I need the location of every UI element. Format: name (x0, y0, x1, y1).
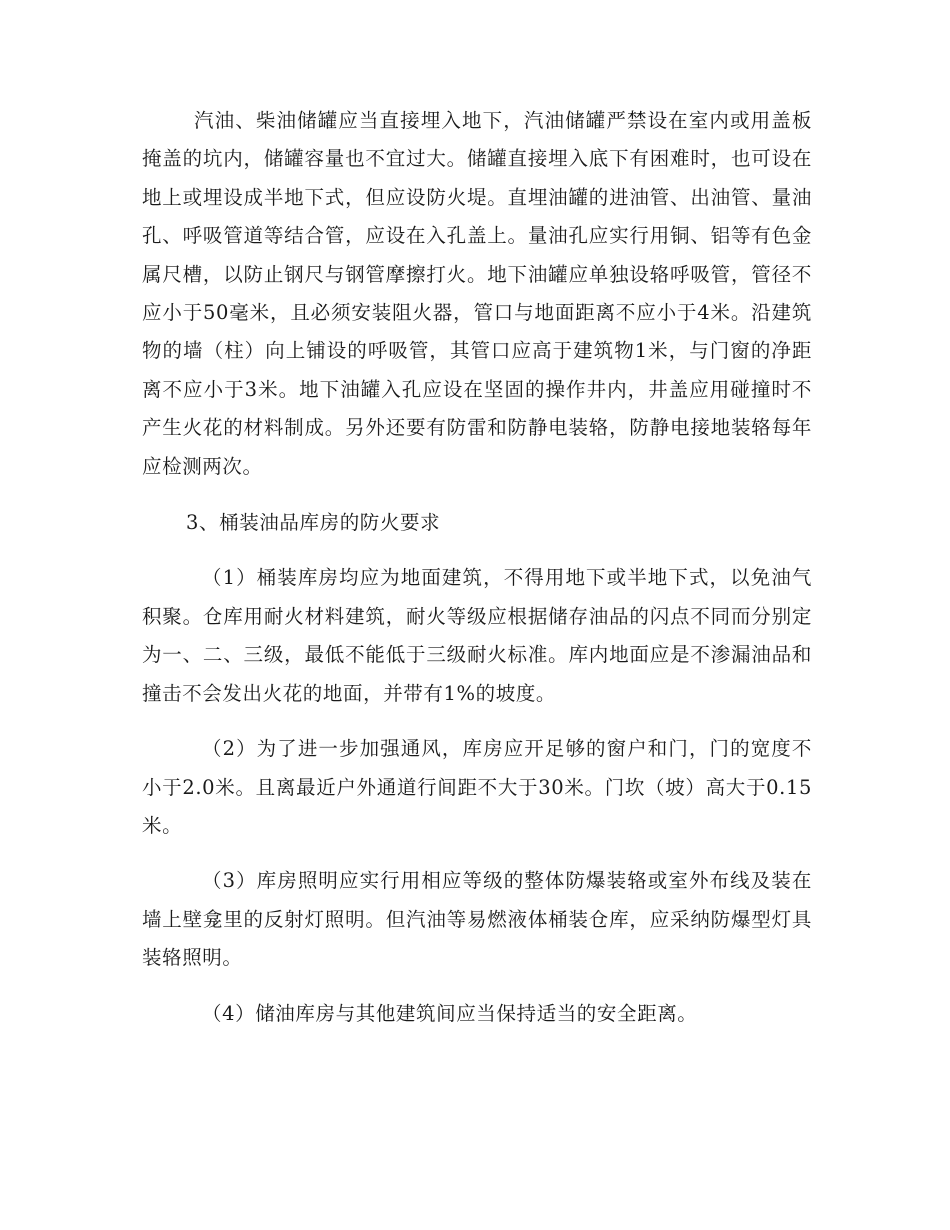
paragraph-underground-tanks: 汽油、柴油储罐应当直接埋入地下，汽油储罐严禁设在室内或用盖板掩盖的坑内，储罐容量也不宜过大。储罐直接埋入底下有困难时，也可设在地上或埋设成半地下式，但应设防火堤。直埋油罐的进油管、出油管、量油孔、呼吸管道等结合管，应设在入孔盖上。量油孔应实行用铜、铝等有色金属尺槽，以防止钢尺与钢管摩擦打火。地下油罐应单独设辂呼吸管，管径不应小于50毫米，且必须安装阻火器，管口与地面距离不应小于4米。沿建筑物的墙（柱）向上铺设的呼吸管，其管口应高于建筑物1米，与门窗的净距离不应小于3米。地下油罐入孔应设在坚固的操作井内，井盖应用碰撞时不产生火花的材料制成。另外还要有防雷和防静电装辂，防静电接地装辂每年应检测两次。 (142, 109, 812, 478)
list-item-1: （1）桶装库房均应为地面建筑，不得用地下或半地下式，以免油气积聚。仓库用耐火材料建筑，耐火等级应根据储存油品的闪点不同而分别定为一、二、三级，最低不能低于三级耐火标准。库内地面应是不渗漏油品和撞击不会发出火花的地面，并带有1%的坡度。 (142, 566, 812, 705)
list-item-3: （3）库房照明应实行用相应等级的整体防爆装辂或室外布线及装在墙上壁龛里的反射灯照明。但汽油等易燃液体桶装仓库，应采纳防爆型灯具装辂照明。 (142, 869, 812, 970)
list-item-4: （4）储油库房与其他建筑间应当保持适当的安全距离。 (202, 1001, 698, 1025)
document-body (142, 102, 812, 1033)
list-item-2: （2）为了进一步加强通风，库房应开足够的窗户和门，门的宽度不小于2.0米。且离最近户外通道行间距不大于30米。门坎（坡）高大于0.15米。 (142, 737, 812, 837)
section-heading: 3、桶装油品库房的防火要求 (186, 511, 441, 535)
